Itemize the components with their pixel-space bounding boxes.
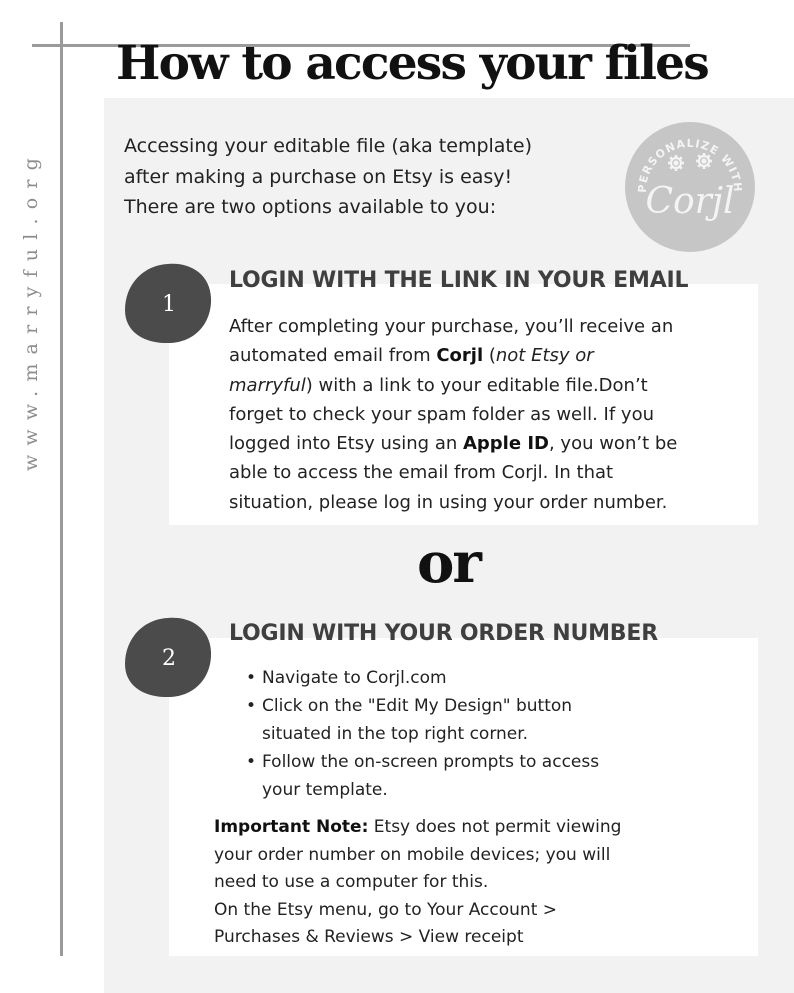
text: able to access the email from Corjl. In that: [229, 462, 614, 484]
corjl-badge: [624, 121, 756, 253]
intro-line: after making a purchase on Etsy is easy!: [124, 165, 513, 188]
list-item-text: your template.: [262, 780, 388, 800]
text: logged into Etsy using an: [229, 433, 463, 455]
vertical-rule: [60, 22, 63, 956]
bullet: •: [246, 752, 257, 772]
list-item: [244, 692, 724, 748]
option-1-body: [229, 312, 754, 517]
list-item-text: situated in the top right corner.: [262, 724, 529, 744]
badge-top-text: PERSONALIZE WITH: [635, 136, 745, 194]
note-line: Purchases & Reviews > View receipt: [214, 927, 524, 947]
note-line: your order number on mobile devices; you will: [214, 844, 611, 865]
list-item: [244, 748, 724, 804]
text: After completing your purchase, you’ll receive an: [229, 316, 674, 337]
page-title: How to access your files: [116, 36, 708, 91]
text: , you won’t be: [548, 433, 678, 455]
option-1-number: 1: [162, 292, 176, 317]
note-line: On the Etsy menu, go to Your Account >: [214, 899, 558, 920]
text: situation, please log in using your order number.: [229, 491, 668, 513]
text: ) with a link to your editable file.Don’t: [305, 374, 648, 396]
note-line: [214, 814, 734, 842]
text: (: [483, 345, 496, 367]
italic-text: not Etsy or: [495, 345, 594, 367]
list-item-text: Click on the "Edit My Design" button: [262, 696, 573, 716]
option-1-number-badge: [124, 260, 212, 344]
apple-id-bold: Apple ID: [462, 433, 549, 455]
body-line: [229, 429, 754, 458]
option-2-number: 2: [162, 646, 176, 671]
bullet: •: [246, 696, 257, 716]
list-item-text: Follow the on-screen prompts to access: [262, 752, 600, 772]
intro-line: There are two options available to you:: [124, 196, 497, 218]
corjl-badge-graphic: [624, 121, 756, 253]
corjl-bold: Corjl: [436, 345, 484, 367]
body-line: [229, 458, 754, 487]
list-item: [244, 664, 724, 692]
body-line: [229, 371, 754, 400]
option-2-steps-list: [244, 664, 724, 804]
text: automated email from: [229, 345, 437, 367]
text: Etsy does not permit viewing: [368, 817, 622, 837]
note-label: Important Note:: [214, 817, 369, 837]
note-line: need to use a computer for this.: [214, 872, 489, 892]
badge-brand-text: Corjl: [645, 181, 735, 222]
body-line: [229, 312, 754, 341]
intro-text: [124, 131, 604, 223]
body-line: [229, 341, 754, 370]
option-2-heading: LOGIN WITH YOUR ORDER NUMBER: [229, 621, 658, 646]
text: forget to check your spam folder as well. If you: [229, 403, 654, 425]
bullet: •: [246, 668, 257, 688]
body-line: [229, 488, 754, 517]
intro-line: Accessing your editable file (aka template): [124, 135, 532, 157]
important-note: [214, 814, 734, 952]
side-website-text: www.marryful.org: [20, 148, 42, 472]
list-item-text: Navigate to Corjl.com: [262, 668, 447, 688]
body-line: [229, 400, 754, 429]
option-1-heading: LOGIN WITH THE LINK IN YOUR EMAIL: [229, 268, 689, 293]
italic-text: marryful: [229, 374, 306, 396]
or-divider-text: or: [417, 530, 480, 596]
option-2-number-badge: [124, 614, 212, 698]
